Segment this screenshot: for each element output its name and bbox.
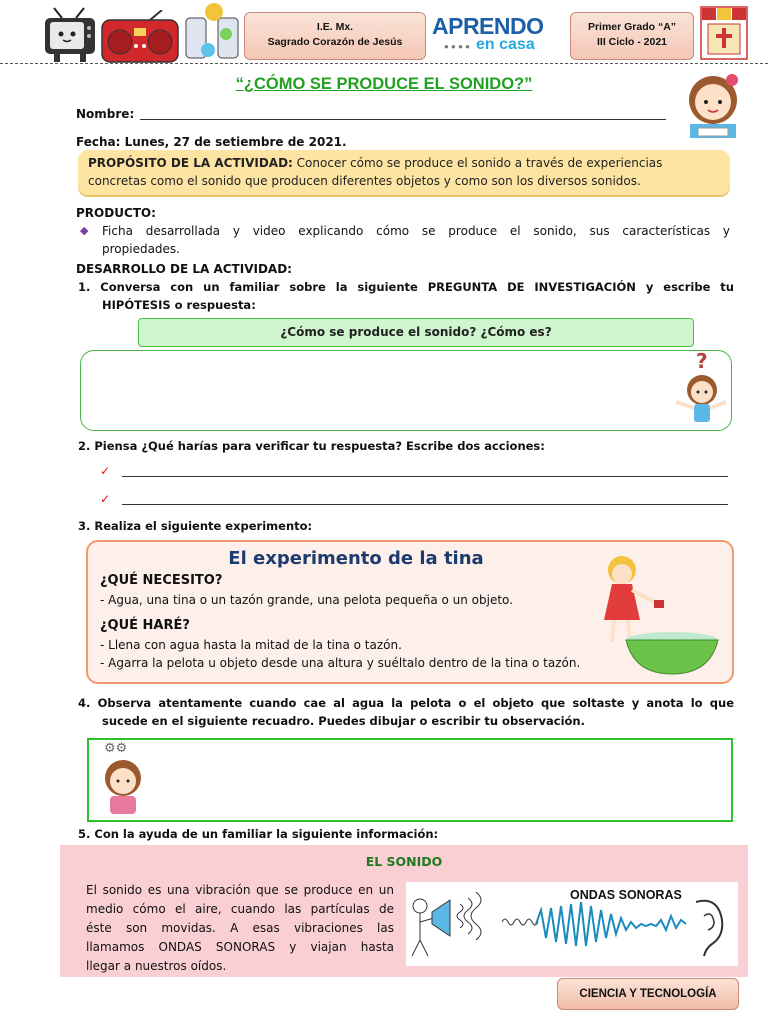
do-line1: - Llena con agua hasta la mitad de la tina o tazón. [100,638,402,652]
action-1-line[interactable] [122,476,728,477]
step3-text: 3. Realiza el siguiente experimento: [78,519,313,533]
girl-question-illustration [668,350,730,426]
sound-line2: medio cómo el aire, cuando las partículas de [86,902,394,916]
step1-line1: 1. Conversa con un familiar sobre la siguiente PREGUNTA DE INVESTIGACIÓN y escribe tu [78,280,734,294]
research-question-box: ¿Cómo se produce el sonido? ¿Cómo es? [138,318,694,347]
svg-text:?: ? [696,350,708,373]
sound-line3: éste son movidas. A esas vibraciones las [86,921,394,935]
brand-dots: ● ● ● ● [444,42,470,51]
purpose-text [88,154,724,190]
product-line2: propiedades. [102,242,180,256]
product-line1: Ficha desarrollada y video explicando cómo se produce el sonido, sus características y [102,224,730,238]
phones-chat-icon [182,2,244,64]
sound-waves-caption: ONDAS SONORAS [570,888,682,902]
product-label: PRODUCTO: [76,206,156,220]
grade-line2: III Ciclo - 2021 [596,36,668,48]
need-text: - Agua, una tina o un tazón grande, una pelota pequeña o un objeto. [100,593,514,607]
development-label: DESARROLLO DE LA ACTIVIDAD: [76,262,292,276]
date-text: Fecha: Lunes, 27 de setiembre de 2021. [76,135,347,149]
header-divider [0,63,768,64]
step5-text: 5. Con la ayuda de un familiar la siguiente información: [78,827,439,841]
grade-line1: Primer Grado “A” [587,21,677,33]
school-line2: Sagrado Corazón de Jesús [267,36,403,48]
sound-line4: llamamos ONDAS SONORAS y viajan hasta [86,940,394,954]
name-label: Nombre: [76,107,135,121]
checkmark-icon: ✓ [100,464,111,478]
girl-writing-illustration [682,70,744,140]
brand-bottom: en casa [476,36,535,53]
do-line2: - Agarra la pelota u objeto desde una altura y suéltalo dentro de la tina o tazón. [100,656,581,670]
hypothesis-answer-box[interactable] [80,350,732,431]
school-crest-badge [700,6,748,60]
tv-icon [42,6,98,64]
step4-line1: 4. Observa atentamente cuando cae al agua la pelota o el objeto que soltaste y anota lo que [78,696,734,710]
page-title: “¿CÓMO SE PRODUCE EL SONIDO?” [235,75,533,93]
step1-line2: HIPÓTESIS o respuesta: [102,298,256,312]
subject-label: CIENCIA Y TECNOLOGÍA [557,978,739,1010]
do-label: ¿QUÉ HARÉ? [100,618,190,633]
gears-icon: ⚙⚙ [104,741,128,756]
school-line1: I.E. Mx. [316,21,354,33]
girl-with-basin-illustration [586,548,722,678]
sound-line1: El sonido es una vibración que se produce en un [86,883,394,897]
aprendo-en-casa-logo [432,14,552,60]
need-label: ¿QUÉ NECESITO? [100,573,223,588]
name-field-line[interactable] [140,119,666,120]
school-name-box [244,12,426,60]
sound-line5: llegar a nuestros oídos. [86,959,227,973]
purpose-text-line2: concretas como el sonido que producen diferentes objetos y como son los diversos sonidos. [88,174,641,188]
step2-text: 2. Piensa ¿Qué harías para verificar tu respuesta? Escribe dos acciones: [78,439,545,453]
purpose-text-line1: Conocer cómo se produce el sonido a través de experiencias [292,156,663,170]
product-bullet-icon: ◆ [80,224,89,237]
observation-box[interactable] [87,738,733,822]
experiment-title: El experimento de la tina [228,548,484,569]
girl-thinking-illustration [96,756,150,816]
sound-waves-image [406,882,738,966]
brand-top: APRENDO [432,13,544,39]
checkmark-icon: ✓ [100,492,111,506]
sound-title: EL SONIDO [365,854,443,869]
sound-waves-icon [406,882,738,966]
radio-icon [100,10,180,64]
grade-box [570,12,694,60]
purpose-label: PROPÓSITO DE LA ACTIVIDAD: [88,156,293,170]
step4-line2: sucede en el siguiente recuadro. Puedes dibujar o escribir tu observación. [102,714,585,728]
action-2-line[interactable] [122,504,728,505]
